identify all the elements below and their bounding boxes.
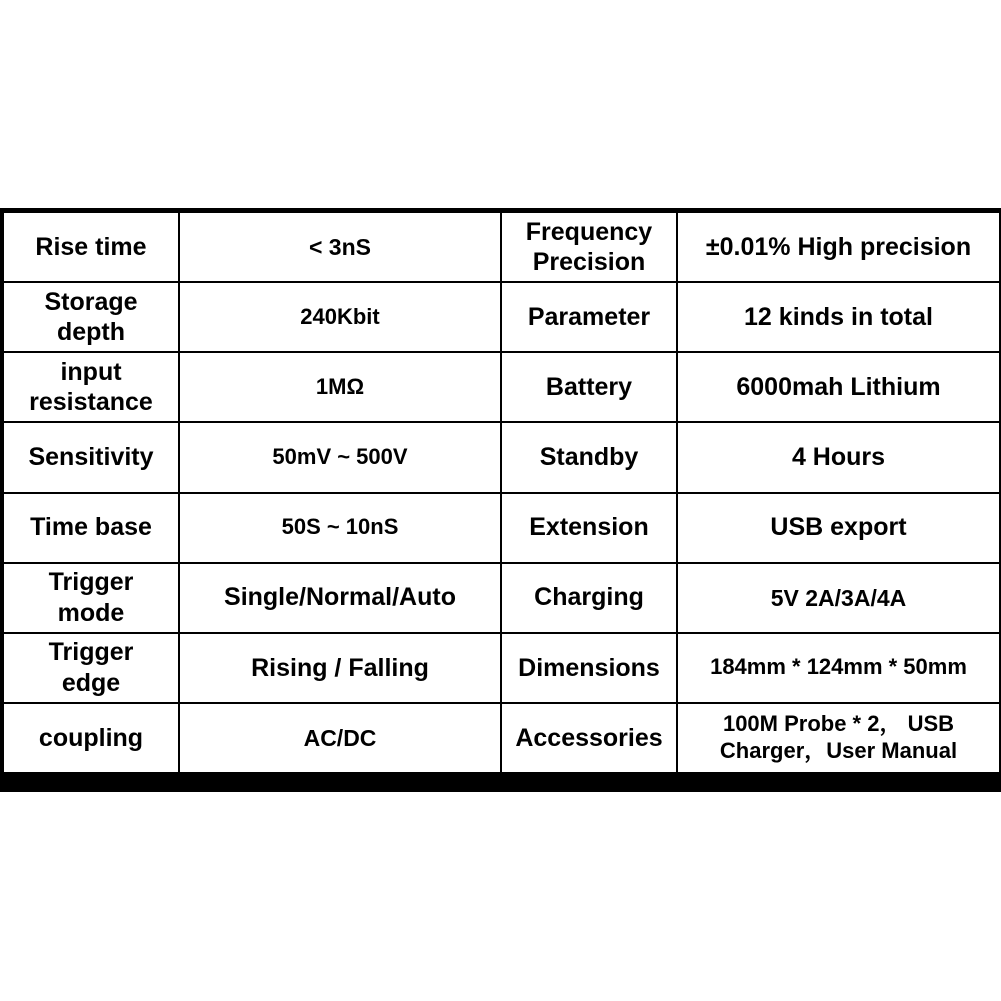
spec-label: Frequency Precision [501,212,677,282]
spec-label: input resistance [3,352,179,422]
spec-label: Trigger edge [3,633,179,703]
spec-label: Standby [501,422,677,492]
table-row [3,563,1000,633]
spec-value: 100M Probe * 2， USB Charger，User Manual [677,703,1000,773]
spec-value: USB export [677,493,1000,563]
spec-value: Single/Normal/Auto [179,563,501,633]
table-row [3,282,1000,352]
spec-label: Trigger mode [3,563,179,633]
spec-table-panel [0,208,1001,792]
spec-label: coupling [3,703,179,773]
table-row [3,422,1000,492]
spec-label: Sensitivity [3,422,179,492]
table-row [3,703,1000,773]
spec-value: Rising / Falling [179,633,501,703]
spec-value: AC/DC [179,703,501,773]
spec-label: Accessories [501,703,677,773]
spec-value: 1MΩ [179,352,501,422]
table-row [3,212,1000,282]
spec-table [2,211,1001,774]
spec-value: 184mm * 124mm * 50mm [677,633,1000,703]
spec-value: 4 Hours [677,422,1000,492]
spec-label: Parameter [501,282,677,352]
spec-label: Battery [501,352,677,422]
table-row [3,493,1000,563]
table-row [3,633,1000,703]
spec-value: 50mV ~ 500V [179,422,501,492]
spec-label: Charging [501,563,677,633]
spec-label: Extension [501,493,677,563]
spec-value: 240Kbit [179,282,501,352]
spec-value: 50S ~ 10nS [179,493,501,563]
spec-label: Time base [3,493,179,563]
spec-label: Storage depth [3,282,179,352]
spec-value: 5V 2A/3A/4A [677,563,1000,633]
table-row [3,352,1000,422]
spec-value: ±0.01% High precision [677,212,1000,282]
spec-value: 6000mah Lithium [677,352,1000,422]
spec-value: 12 kinds in total [677,282,1000,352]
spec-label: Rise time [3,212,179,282]
spec-label: Dimensions [501,633,677,703]
spec-value: < 3nS [179,212,501,282]
